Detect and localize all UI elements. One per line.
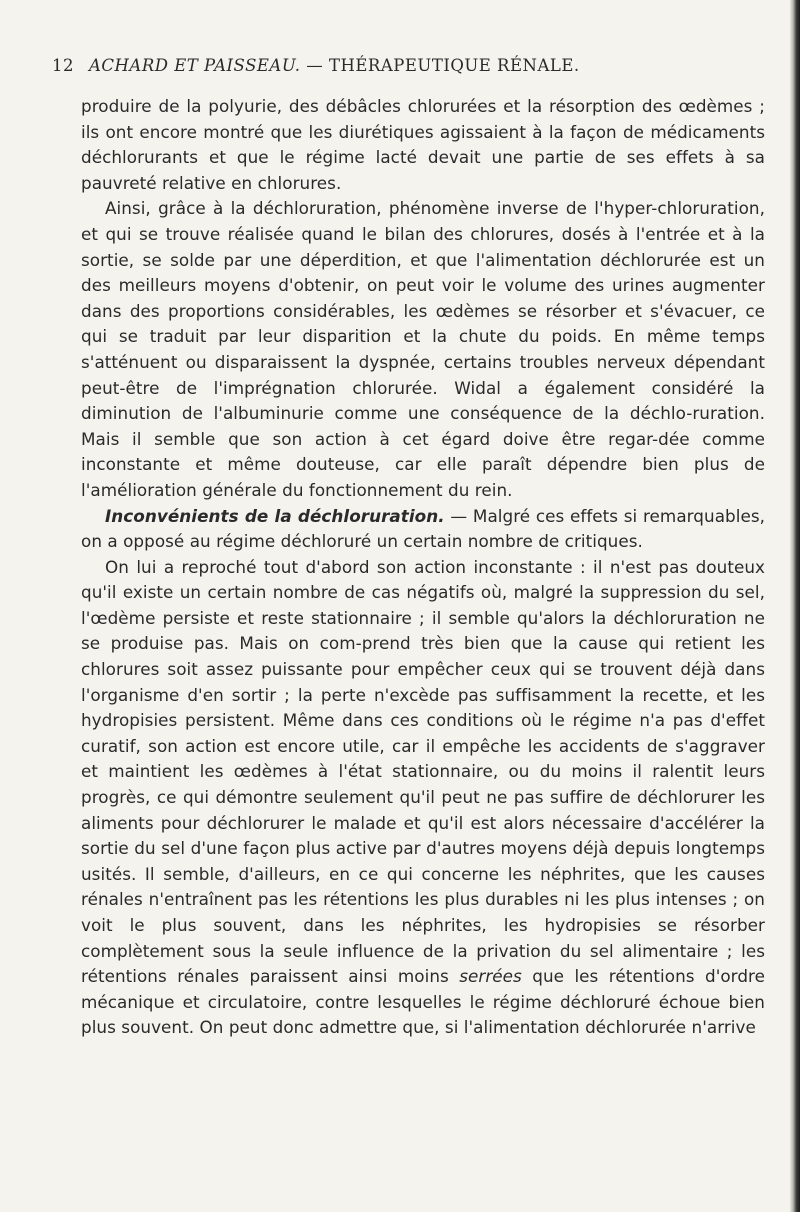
- paragraph-4-text-b: que les rétentions d'ordre mécanique et circulatoire, contre lesquelles le régime déchloruré échoue bien plus souvent. On peut donc admettre que, si l'alimentation déchlorurée n'arrive: [81, 966, 765, 1038]
- paragraph-4-text-a: On lui a reproché tout d'abord son action inconstante : il n'est pas douteux qu'il existe un certain nombre de cas négatifs où, malgré la suppression du sel, l'œdème persiste et reste stationnaire ; il semble qu'alors la déchloruration ne se produise pas. Mais on com-prend très bien que la cause qui retient les chlorures soit assez puissante pour empêcher ceux qui se trouvent déjà dans l'organisme d'en sortir ; la perte n'excède pas suffisamment la recette, et les hydropisies persistent. Même dans ces conditions où le régime n'a pas d'effet curatif, son action est encore utile, car il empêche les accidents de s'aggraver et maintient les œdèmes à l'état stationnaire, ou du moins il ralentit leurs progrès, ce qui démontre seulement qu'il peut ne pas suffire de déchlorurer les aliments pour déchlorurer le malade et qu'il est alors nécessaire d'accélérer la sortie du sel d'une façon plus active par d'autres moyens déjà depuis longtemps usités. Il semble, d'ailleurs, en ce qui concerne les néphrites, que les causes rénales n'entraînent pas les rétentions les plus durables ni les plus intenses ; on voit le plus souvent, dans les néphrites, les hydropisies se résorber complètement sous la seule influence de la privation du sel alimentaire ; les rétentions rénales paraissent ainsi moins: [81, 556, 765, 987]
- header-title: THÉRAPEUTIQUE RÉNALE.: [328, 56, 580, 75]
- header-separator: —: [306, 56, 324, 75]
- paragraph-2: Ainsi, grâce à la déchloruration, phénomène inverse de l'hyper-chloruration, et qui se trouve réalisée quand le bilan des chlorures, dosés à l'entrée et à la sortie, se solde par une déperdition, et que l'alimentation déchlorurée est un des meilleurs moyens d'obtenir, on peut voir le volume des urines augmenter dans des proportions considérables, les œdèmes se résorber et s'évacuer, ce qui se traduit par leur disparition et la chute du poids. En même temps s'atténuent ou disparaissent la dyspnée, certains troubles nerveux dépendant peut-être de l'imprégnation chlorurée. Widal a également considéré la diminution de l'albuminurie comme une conséquence de la déchlo-ruration. Mais il semble que son action à cet égard doive être regar-dée comme inconstante et même douteuse, car elle paraît dépendre bien plus de l'amélioration générale du fonctionnement du rein.: [81, 198, 765, 500]
- page-number: 12: [52, 56, 74, 75]
- header-authors: ACHARD ET PAISSEAU.: [89, 56, 301, 75]
- running-header: [52, 56, 772, 80]
- paragraph-1: produire de la polyurie, des débâcles chlorurées et la résorption des œdèmes ; ils ont encore montré que les diurétiques agissaient à la façon de médicaments déchlorurants et que le régime lacté devait une partie de ses effets à sa pauvreté relative en chlorures.: [81, 96, 765, 193]
- paragraph-3: [81, 504, 765, 555]
- body-text: [81, 94, 765, 1041]
- book-spine-edge: [790, 0, 800, 1212]
- paragraph-3-text: — Malgré ces effets si remarquables, on a opposé au régime déchloruré un certain nombre de critiques.: [81, 505, 765, 552]
- emphasis-serrees: serrées: [459, 966, 522, 987]
- section-heading: Inconvénients de la déchloruration.: [105, 505, 445, 526]
- running-title: [89, 56, 580, 75]
- paragraph-4: [81, 555, 765, 1041]
